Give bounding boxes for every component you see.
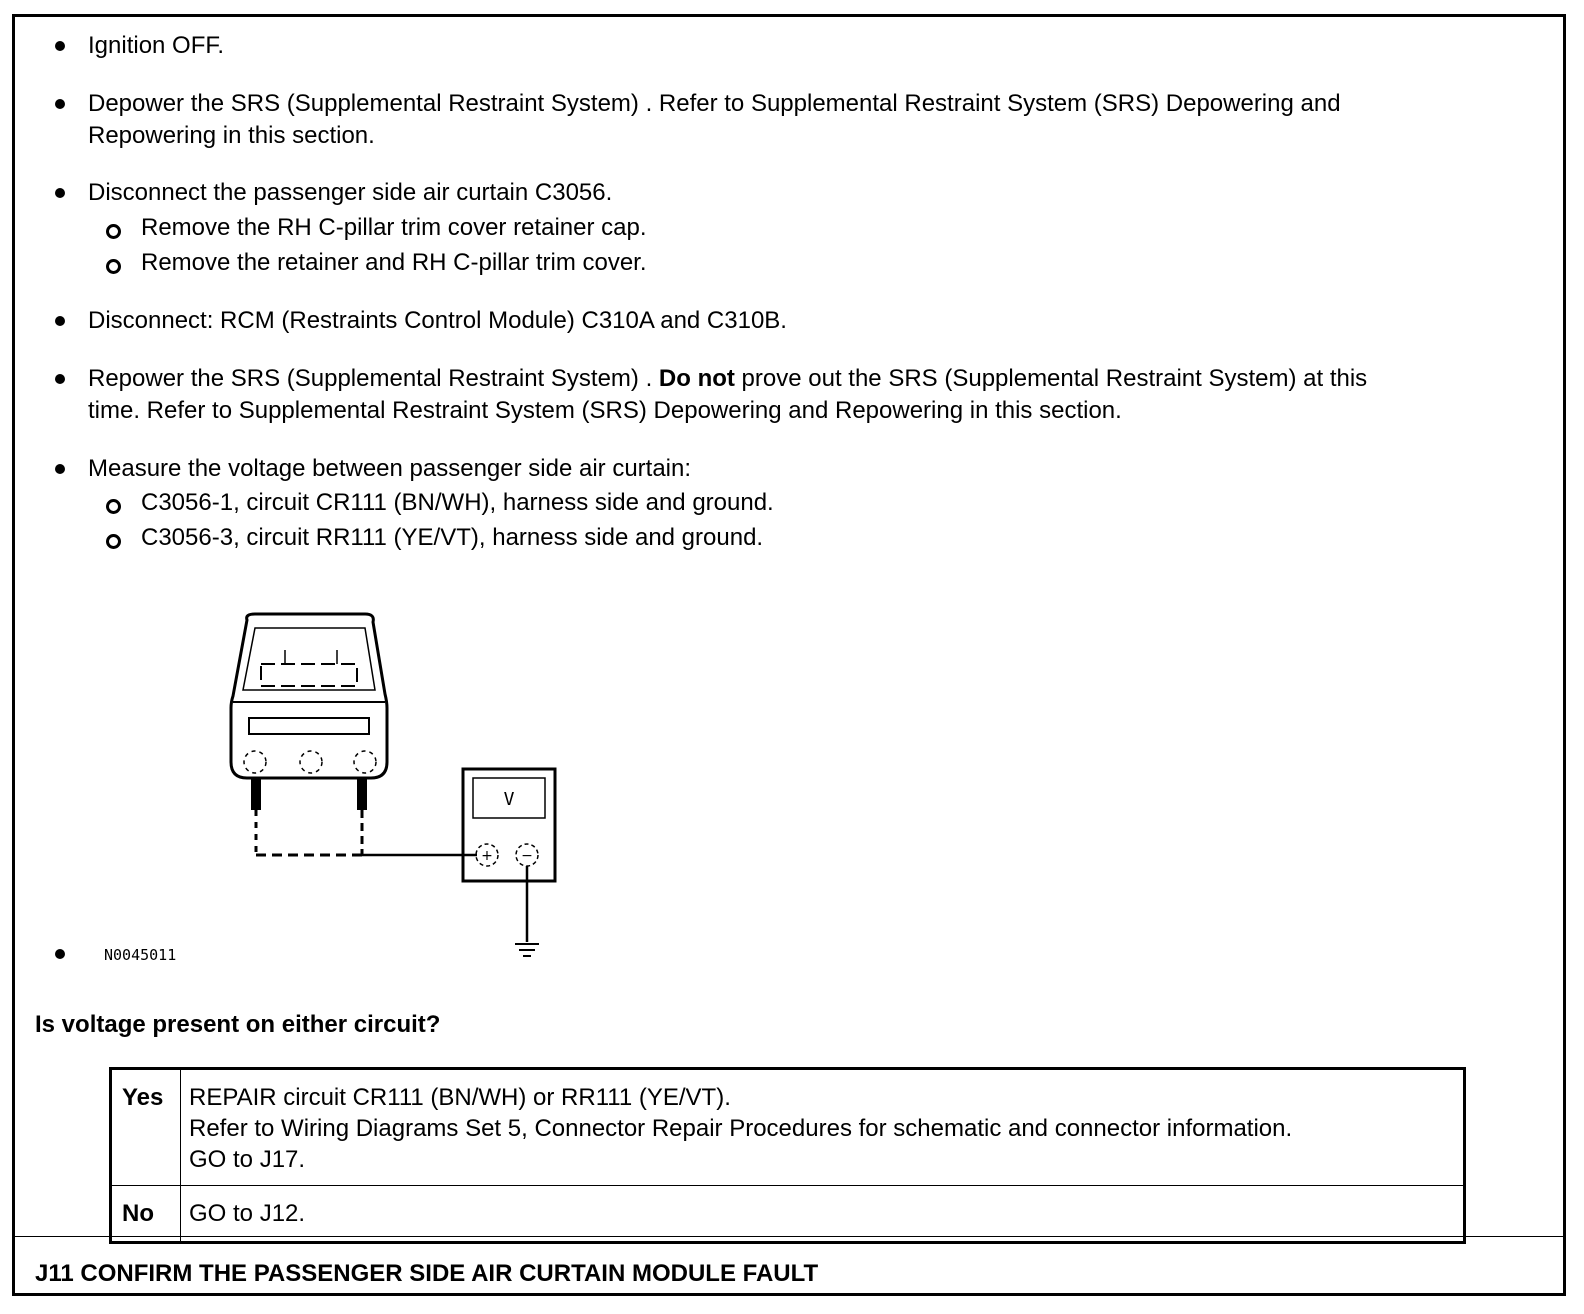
next-step-title: J11 CONFIRM THE PASSENGER SIDE AIR CURTAIN MODULE FAULT: [35, 1260, 819, 1287]
bullet-icon: [55, 949, 65, 959]
section-divider: [15, 1236, 1563, 1237]
answer-key-no: No: [111, 1186, 181, 1243]
circle-bullet-icon: [106, 259, 121, 274]
bullet-icon: [55, 99, 65, 109]
probe-right: [357, 778, 367, 810]
minus-terminal-label: −: [521, 848, 533, 864]
step-5-line-2: time. Refer to Supplemental Restraint System (SRS) Depowering and Repowering in this section.: [88, 397, 1122, 424]
step-4: Disconnect: RCM (Restraints Control Module) C310A and C310B.: [88, 307, 787, 334]
yes-line-1: REPAIR circuit CR111 (BN/WH) or RR111 (YE/VT).: [189, 1084, 731, 1111]
circle-bullet-icon: [106, 224, 121, 239]
decision-question: Is voltage present on either circuit?: [35, 1011, 441, 1038]
bullet-icon: [55, 316, 65, 326]
step-5-emphasis: Do not: [658, 365, 735, 392]
probe-left: [251, 778, 261, 810]
yes-line-2: Refer to Wiring Diagrams Set 5, Connector Repair Procedures for schematic and connector information.: [189, 1115, 1293, 1142]
document-frame: [12, 14, 1566, 1296]
step-3-sub-1: Remove the RH C-pillar trim cover retainer cap.: [141, 214, 647, 241]
figure-code: N0045011: [104, 946, 177, 964]
step-1: Ignition OFF.: [88, 32, 225, 59]
plus-terminal-label: +: [481, 848, 493, 864]
ground-symbol-icon: [515, 944, 539, 956]
voltage-measurement-diagram: [225, 612, 565, 972]
step-6-sub-1: C3056-1, circuit CR111 (BN/WH), harness side and ground.: [141, 489, 774, 516]
connector-outline: [231, 614, 387, 778]
bullet-icon: [55, 41, 65, 51]
answer-key-yes: Yes: [111, 1069, 181, 1186]
answer-action-yes: [181, 1069, 1465, 1186]
bullet-icon: [55, 188, 65, 198]
bullet-icon: [55, 464, 65, 474]
bullet-icon: [55, 374, 65, 384]
step-5-text-cont: prove out the SRS (Supplemental Restraint System) at this: [734, 365, 1368, 392]
step-2-line-2: Repowering in this section.: [88, 122, 375, 149]
answer-row-yes: [111, 1069, 1465, 1186]
step-2-line-1: Depower the SRS (Supplemental Restraint System) . Refer to Supplemental Restraint System (SRS) Depowering and: [88, 90, 1341, 117]
answer-action-no: GO to J12.: [181, 1186, 1465, 1243]
answer-table: [109, 1067, 1466, 1244]
meter-label: V: [503, 789, 515, 810]
voltmeter-icon: [463, 769, 555, 881]
yes-line-3: GO to J17.: [189, 1146, 306, 1173]
answer-row-no: [111, 1186, 1465, 1243]
step-3: Disconnect the passenger side air curtain C3056.: [88, 179, 613, 206]
step-5-text: Repower the SRS (Supplemental Restraint System) .: [88, 365, 659, 392]
step-5-line-1: [88, 363, 1367, 395]
circle-bullet-icon: [106, 499, 121, 514]
circle-bullet-icon: [106, 534, 121, 549]
step-6: Measure the voltage between passenger side air curtain:: [88, 455, 692, 482]
connector-inner-outline: [243, 628, 375, 690]
step-6-sub-2: C3056-3, circuit RR111 (YE/VT), harness side and ground.: [141, 524, 764, 551]
step-3-sub-2: Remove the retainer and RH C-pillar trim cover.: [141, 249, 647, 276]
